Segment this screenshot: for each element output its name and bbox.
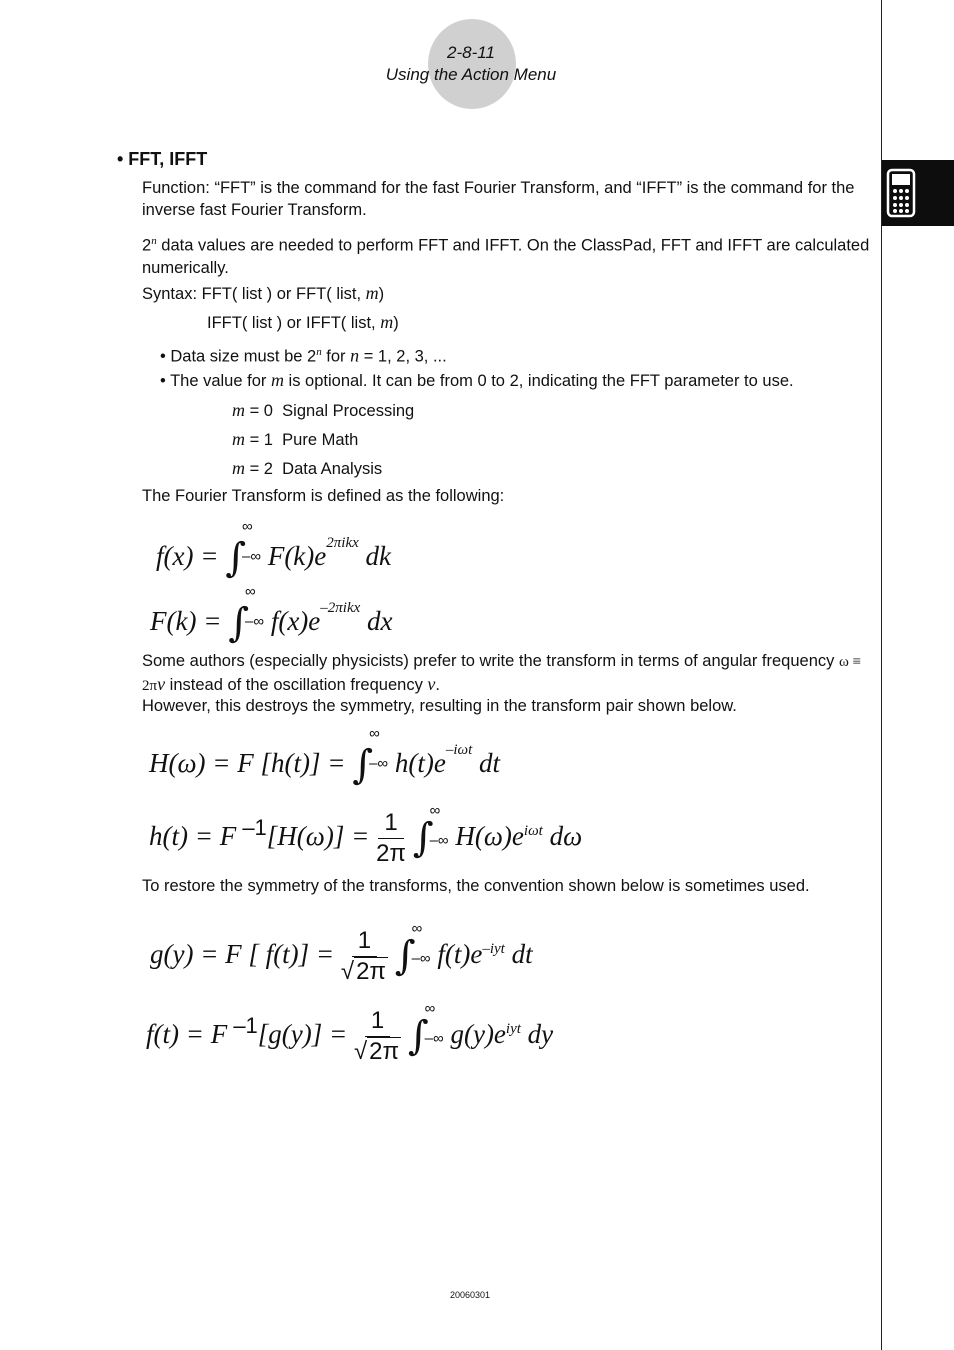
bullet-m-value <box>160 369 870 392</box>
math-var: m <box>232 429 245 449</box>
lower-limit: –∞ <box>429 832 449 849</box>
math-var: m <box>232 400 245 420</box>
text: = 1, 2, 3, ... <box>359 347 447 366</box>
text: = 1 <box>245 431 273 449</box>
eq-lhs: f(x) = <box>156 541 219 571</box>
lower-limit: –∞ <box>424 1030 444 1047</box>
eq-tail: dx <box>360 606 393 636</box>
numerator: 1 <box>378 808 403 839</box>
equation-5 <box>150 920 533 987</box>
eq-exponent: iyt <box>505 1021 521 1037</box>
equation-6 <box>146 1000 553 1067</box>
eq-body: g(y)e <box>450 1019 506 1049</box>
calculator-icon <box>886 168 916 218</box>
text: ) <box>393 314 399 332</box>
lower-limit: –∞ <box>242 548 262 565</box>
eq-tail: dω <box>542 821 583 851</box>
upper-limit: ∞ <box>411 920 423 937</box>
math-var: m <box>365 283 379 303</box>
data-values-paragraph <box>142 230 872 279</box>
eq-body: f(t)e <box>437 939 483 969</box>
numerator: 1 <box>365 1006 390 1037</box>
upper-limit: ∞ <box>369 725 380 742</box>
math-var: m <box>270 370 284 390</box>
math-var: n <box>350 345 360 366</box>
text: IFFT( list ) or IFFT( list, <box>207 314 381 332</box>
superscript: n <box>151 235 157 247</box>
m-option <box>232 428 358 451</box>
text: Data Analysis <box>282 460 383 478</box>
fourier-definition: The Fourier Transform is defined as the following: <box>142 487 505 505</box>
lower-limit: –∞ <box>411 950 431 967</box>
syntax-line-2 <box>207 311 399 334</box>
fraction <box>376 808 406 869</box>
numerator: 1 <box>352 926 377 957</box>
text: Syntax: FFT( list ) or FFT( list, <box>142 285 366 303</box>
eq-lhs: g(y) = F [ f(t)] = <box>150 939 335 969</box>
page-title: Using the Action Menu <box>385 65 557 84</box>
text: data values are needed to perform FFT and IFFT. On the ClassPad, FFT and IFFT are calculated numerically. <box>142 236 870 277</box>
section-heading: • FFT, IFFT <box>117 149 208 169</box>
text: • Data size must be 2 <box>160 347 317 366</box>
eq-lhs-exponent: –1 <box>236 815 267 840</box>
footer-code: 20060301 <box>449 1290 491 1300</box>
lower-limit: –∞ <box>369 755 389 772</box>
text: = 0 <box>245 402 273 420</box>
text: • The value for <box>160 372 271 390</box>
bullet-data-size <box>160 341 447 368</box>
denominator: 2π <box>356 958 386 986</box>
math-expr: ω ≡ 2π <box>142 654 862 694</box>
text: is optional. It can be from 0 to 2, indicating the FFT parameter to use. <box>283 372 794 390</box>
text: ) <box>378 285 385 303</box>
eq-lhs: H(ω) = F [h(t)] = <box>149 748 346 778</box>
eq-body: h(t)e <box>394 748 446 778</box>
denominator: 2π <box>376 840 406 868</box>
integral-sign: ∫ <box>407 1013 429 1059</box>
eq-body: f(x)e <box>270 606 321 636</box>
text: instead of the oscillation frequency <box>165 676 428 694</box>
superscript: n <box>316 346 322 358</box>
integral-sign: ∫ <box>352 742 374 788</box>
equation-1 <box>156 518 391 581</box>
text: = 2 <box>245 460 273 478</box>
upper-limit: ∞ <box>429 802 441 819</box>
eq-body: H(ω)e <box>455 821 524 851</box>
eq-exponent: –iyt <box>482 941 505 957</box>
upper-limit: ∞ <box>245 583 256 600</box>
upper-limit: ∞ <box>242 518 253 535</box>
m-option <box>232 457 382 480</box>
text: . <box>435 676 440 694</box>
chapter-tab <box>882 160 954 226</box>
text: for <box>321 347 351 366</box>
eq-lhs: F(k) = <box>150 606 222 636</box>
integral-sign: ∫ <box>412 815 434 861</box>
integral-sign: ∫ <box>394 933 416 979</box>
lower-limit: –∞ <box>245 613 265 630</box>
eq-lhs: [H(ω)] = <box>266 821 370 851</box>
text: Signal Processing <box>282 402 415 420</box>
denominator: 2π <box>369 1038 400 1066</box>
eq-lhs-exponent: –1 <box>227 1013 258 1038</box>
fraction <box>354 1006 401 1067</box>
eq-exponent: –iωt <box>445 742 473 758</box>
syntax-line-1 <box>142 282 384 305</box>
eq-lhs: h(t) = F <box>149 821 237 851</box>
eq-tail: dk <box>358 541 392 571</box>
eq-body: F(k)e <box>267 541 327 571</box>
function-paragraph: Function: “FFT” is the command for the fast Fourier Transform, and “IFFT” is the command for the inverse fast Fourier Transform. <box>142 179 855 219</box>
sqrt: √2π <box>354 1038 400 1066</box>
text: Pure Math <box>282 431 359 449</box>
eq-exponent: iωt <box>523 823 543 839</box>
math-var: m <box>380 312 394 332</box>
eq-tail: dt <box>472 748 501 778</box>
fraction <box>341 926 388 987</box>
eq-exponent: 2πikx <box>326 535 359 551</box>
however-paragraph: However, this destroys the symmetry, resulting in the transform pair shown below. <box>142 697 737 715</box>
eq-lhs: [g(y)] = <box>257 1019 348 1049</box>
math-var: ν <box>427 674 436 694</box>
authors-paragraph <box>142 650 862 697</box>
sqrt: √2π <box>340 958 386 986</box>
eq-tail: dy <box>520 1019 554 1049</box>
integral-sign: ∫ <box>228 600 250 646</box>
integral-sign: ∫ <box>225 535 247 581</box>
text: Some authors (especially physicists) prefer to write the transform in terms of angular frequency <box>142 652 839 670</box>
equation-3 <box>149 725 500 788</box>
equation-4 <box>149 802 582 869</box>
eq-exponent: –2πikx <box>320 600 361 616</box>
equation-2 <box>150 583 393 646</box>
section-number: 2-8-11 <box>447 43 495 62</box>
math-var: ν <box>157 674 166 694</box>
header-circle <box>428 19 516 109</box>
text: 2 <box>142 236 152 255</box>
m-option <box>232 399 414 422</box>
restore-paragraph: To restore the symmetry of the transforms, the convention shown below is sometimes used. <box>142 877 810 895</box>
math-var: m <box>232 458 245 478</box>
eq-lhs: f(t) = F <box>146 1019 228 1049</box>
upper-limit: ∞ <box>424 1000 436 1017</box>
eq-tail: dt <box>504 939 533 969</box>
